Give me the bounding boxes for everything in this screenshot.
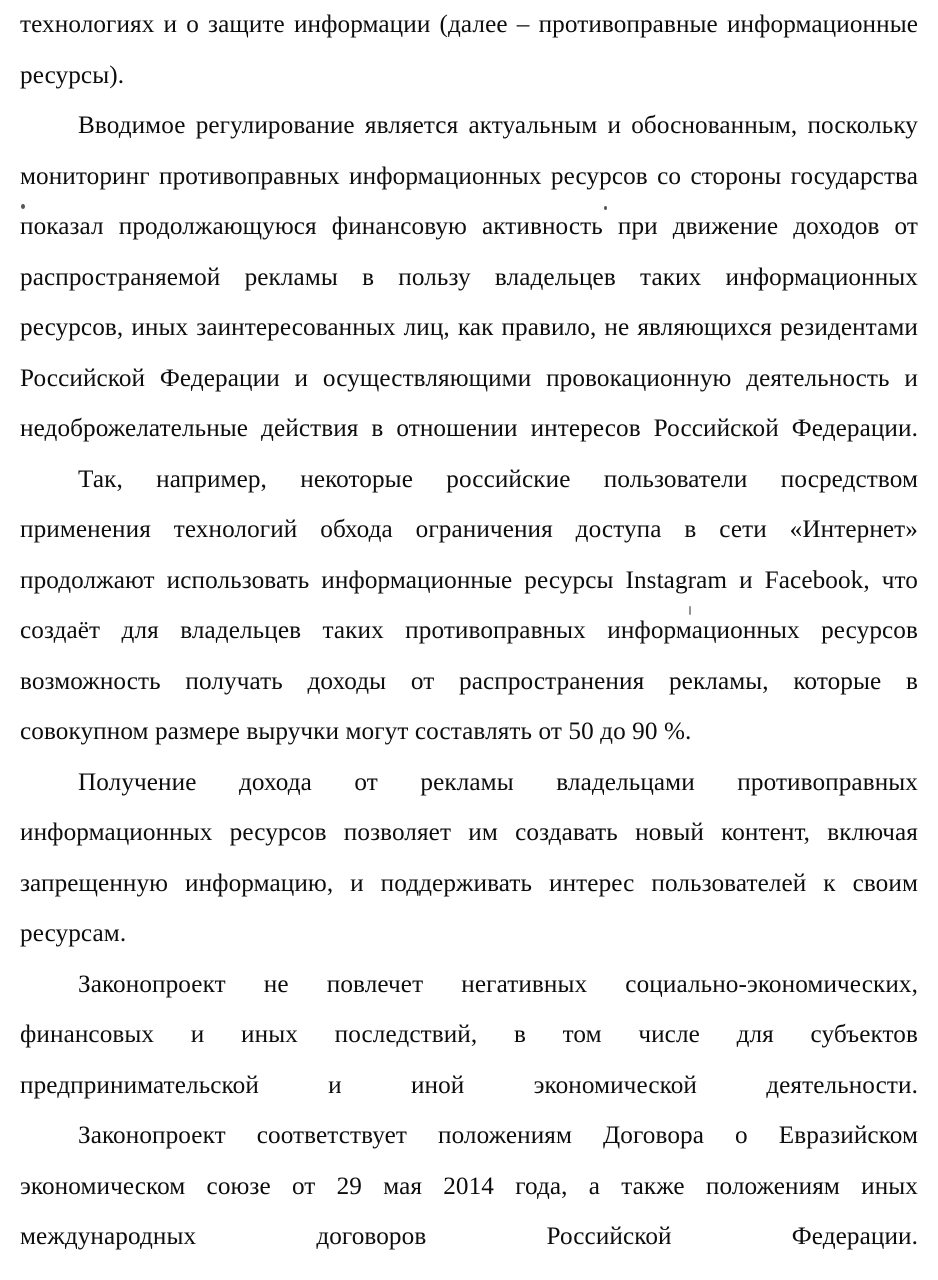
paragraph-regulation-relevant: Вводимое регулирование является актуальным и обоснованным, поскольку мониторинг противоправных информационных ресурсов со стороны государства показал продолжающуюся финансовую активность при движение доходов от распространяемой рекламы в пользу владельцев таких информационных ресурсов, иных заинтересованных лиц, как правило, не являющихся резидентами Российской Федерации и осуществляющими провокационную деятельность и недоброжелательные действия в отношении интересов Российской Федерации. bbox=[20, 112, 918, 442]
paragraph-example-users: Так, например, некоторые российские пользователи посредством применения технологий обхода ограничения доступа в сети «Интернет» продолжают использовать информационные ресурсы Instagram и Facebook, что создаёт для владельцев таких противоправных информационных ресурсов возможность получать доходы от распространения рекламы, которые в совокупном размере выручки могут составлять от 50 до 90 %. bbox=[20, 465, 918, 745]
paragraph-ad-income: Получение дохода от рекламы владельцами противоправных информационных ресурсов позволяет им создавать новый контент, включая запрещенную информацию, и поддерживать интерес пользователей к своим ресурсам. bbox=[20, 768, 918, 947]
paragraph-no-negative-consequences: Законопроект не повлечет негативных социально-экономических, финансовых и иных последствий, в том числе для субъектов предпринимательской и иной экономической деятельности. bbox=[20, 970, 918, 1099]
document-body bbox=[20, 0, 918, 1263]
scan-speck-artifact bbox=[689, 606, 691, 615]
paragraph-continued-resources: технологиях и о защите информации (далее – противоправные информационные ресурсы). bbox=[20, 11, 918, 89]
scan-speck-artifact bbox=[604, 206, 607, 210]
scan-speck-artifact bbox=[21, 204, 25, 209]
paragraph-eaeu-compliance: Законопроект соответствует положениям Договора о Евразийском экономическом союзе от 29 мая 2014 года, а также положениям иных международных договоров Российской Федерации. bbox=[20, 1122, 918, 1250]
